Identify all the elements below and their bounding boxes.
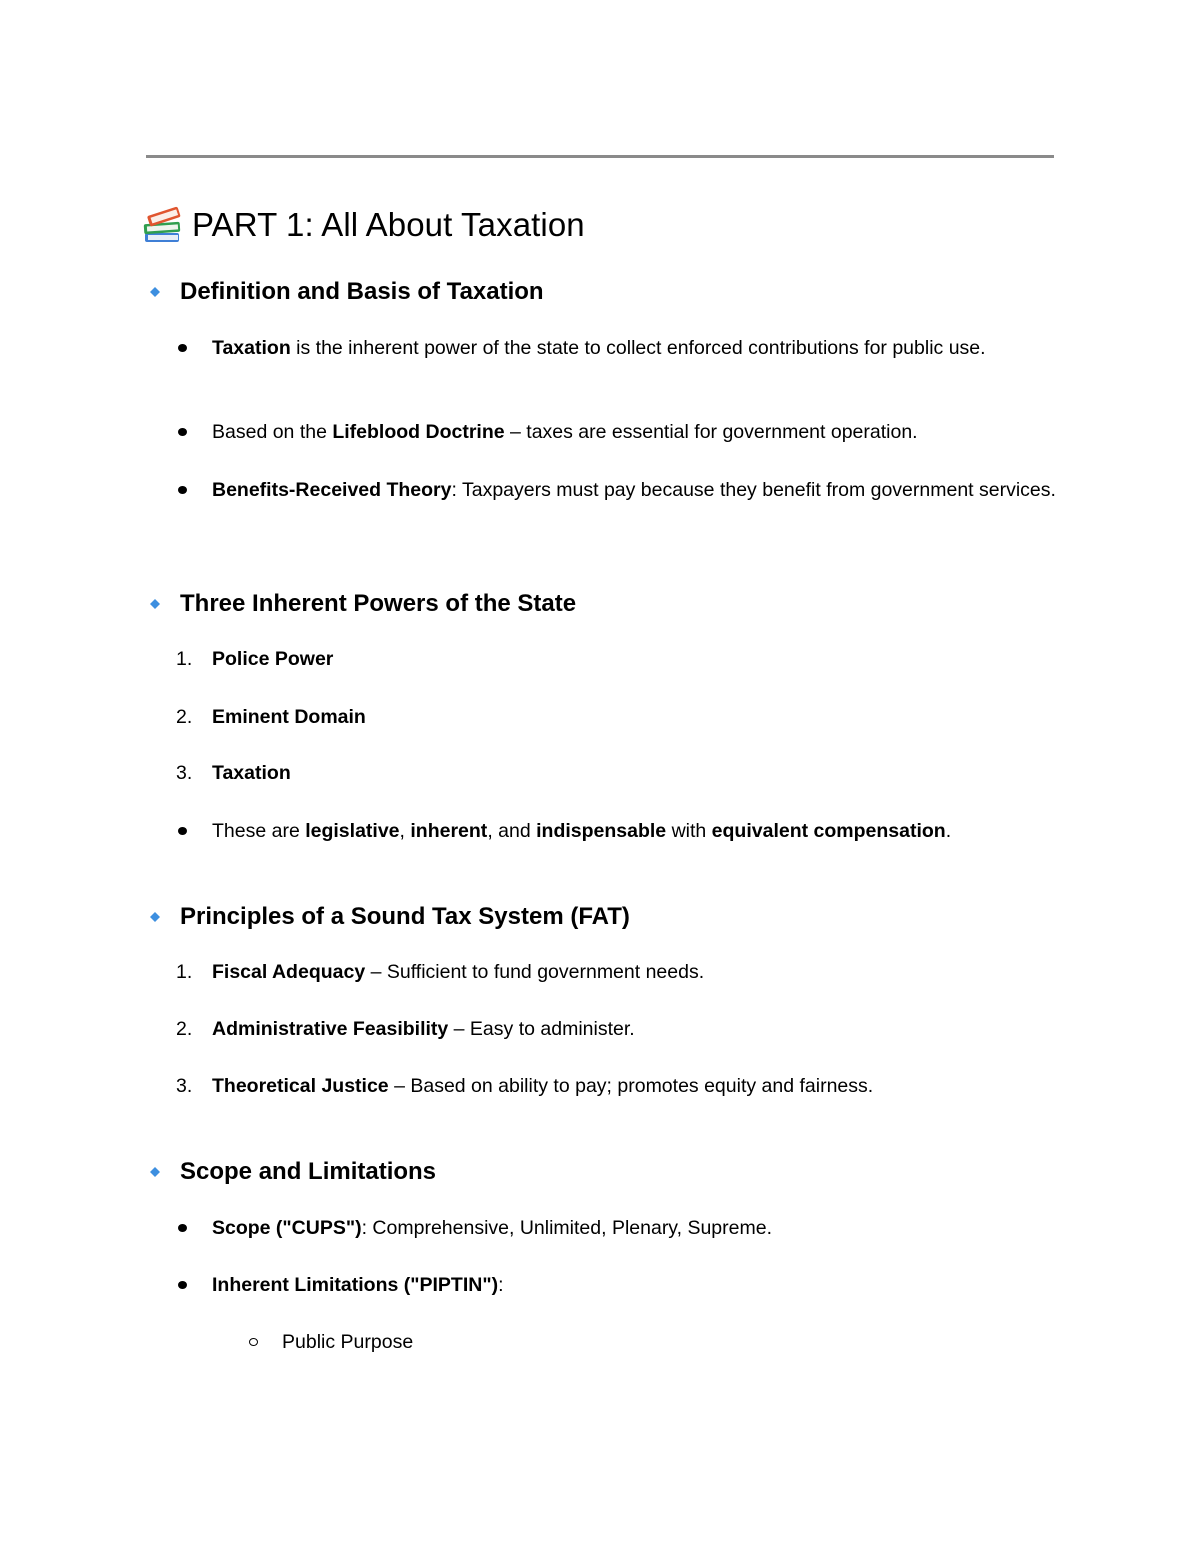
bold-term: indispensable [536,820,667,842]
section-heading-powers [150,587,576,621]
bold-term: Police Power [212,648,334,670]
list-number: 3. [176,1075,193,1097]
item-text: Public Purpose [282,1331,414,1353]
numbered-item [176,759,1056,787]
sub-list-item [246,1328,1026,1356]
bold-term: Taxation [212,337,291,359]
item-text: with [666,820,712,842]
item-text: : Comprehensive, Unlimited, Plenary, Supreme. [361,1217,772,1239]
numbered-item [176,703,1056,731]
list-item [176,1214,1056,1242]
bold-term: Fiscal Adequacy [212,961,366,983]
numbered-item [176,1015,1056,1043]
list-number: 1. [176,648,193,670]
bullet-icon [178,486,187,494]
bullet-icon [178,344,187,352]
section-heading-text: Definition and Basis of Taxation [180,278,544,305]
section-heading-text: Three Inherent Powers of the State [180,590,577,617]
item-text: – Easy to administer. [448,1018,635,1040]
item-text: Based on the [212,421,333,443]
bullet-icon [178,428,187,436]
bold-term: Taxation [212,762,291,784]
bold-term: Inherent Limitations ("PIPTIN") [212,1274,499,1296]
bullet-icon [178,827,187,835]
bold-term: Benefits-Received Theory [212,479,452,501]
horizontal-divider [146,155,1054,158]
item-text: , [399,820,411,842]
numbered-item [176,645,1056,673]
item-text: is the inherent power of the state to collect enforced contributions for public use. [290,337,986,359]
bold-term: Theoretical Justice [212,1075,389,1097]
list-number: 3. [176,762,193,784]
section-heading-text: Scope and Limitations [180,1158,437,1185]
list-item [176,476,1056,504]
list-item [176,418,1056,446]
list-item [176,817,1056,845]
numbered-item [176,1072,1056,1100]
bold-term: Scope ("CUPS") [212,1217,362,1239]
blue-diamond-icon [150,287,160,297]
blue-diamond-icon [150,1167,160,1177]
blue-diamond-icon [150,912,160,922]
page-title [142,202,585,248]
bullet-icon [178,1281,187,1289]
list-number: 2. [176,1018,193,1040]
numbered-item [176,958,1056,986]
bold-term: Eminent Domain [212,706,366,728]
item-text: : Taxpayers must pay because they benefit from government services. [451,479,1056,501]
list-item [176,334,1056,362]
list-number: 2. [176,706,193,728]
item-text: : [498,1274,504,1296]
section-heading-text: Principles of a Sound Tax System (FAT) [180,903,630,930]
section-heading-principles [150,900,630,934]
bold-term: Lifeblood Doctrine [332,421,505,443]
hollow-bullet-icon [249,1338,258,1346]
blue-diamond-icon [150,599,160,609]
item-text: – Sufficient to fund government needs. [365,961,705,983]
list-item [176,1271,1056,1299]
bullet-icon [178,1224,187,1232]
bold-term: Administrative Feasibility [212,1018,449,1040]
books-icon [142,205,184,245]
title-text: PART 1: All About Taxation [192,206,585,243]
bold-term: equivalent compensation [711,820,946,842]
item-text: – taxes are essential for government operation. [504,421,918,443]
section-heading-definition [150,275,544,309]
section-heading-scope [150,1155,436,1189]
item-text: . [945,820,952,842]
item-text: – Based on ability to pay; promotes equity and fairness. [388,1075,874,1097]
list-number: 1. [176,961,193,983]
item-text: , and [487,820,537,842]
bold-term: legislative [305,820,400,842]
item-text: These are [212,820,306,842]
bold-term: inherent [410,820,488,842]
